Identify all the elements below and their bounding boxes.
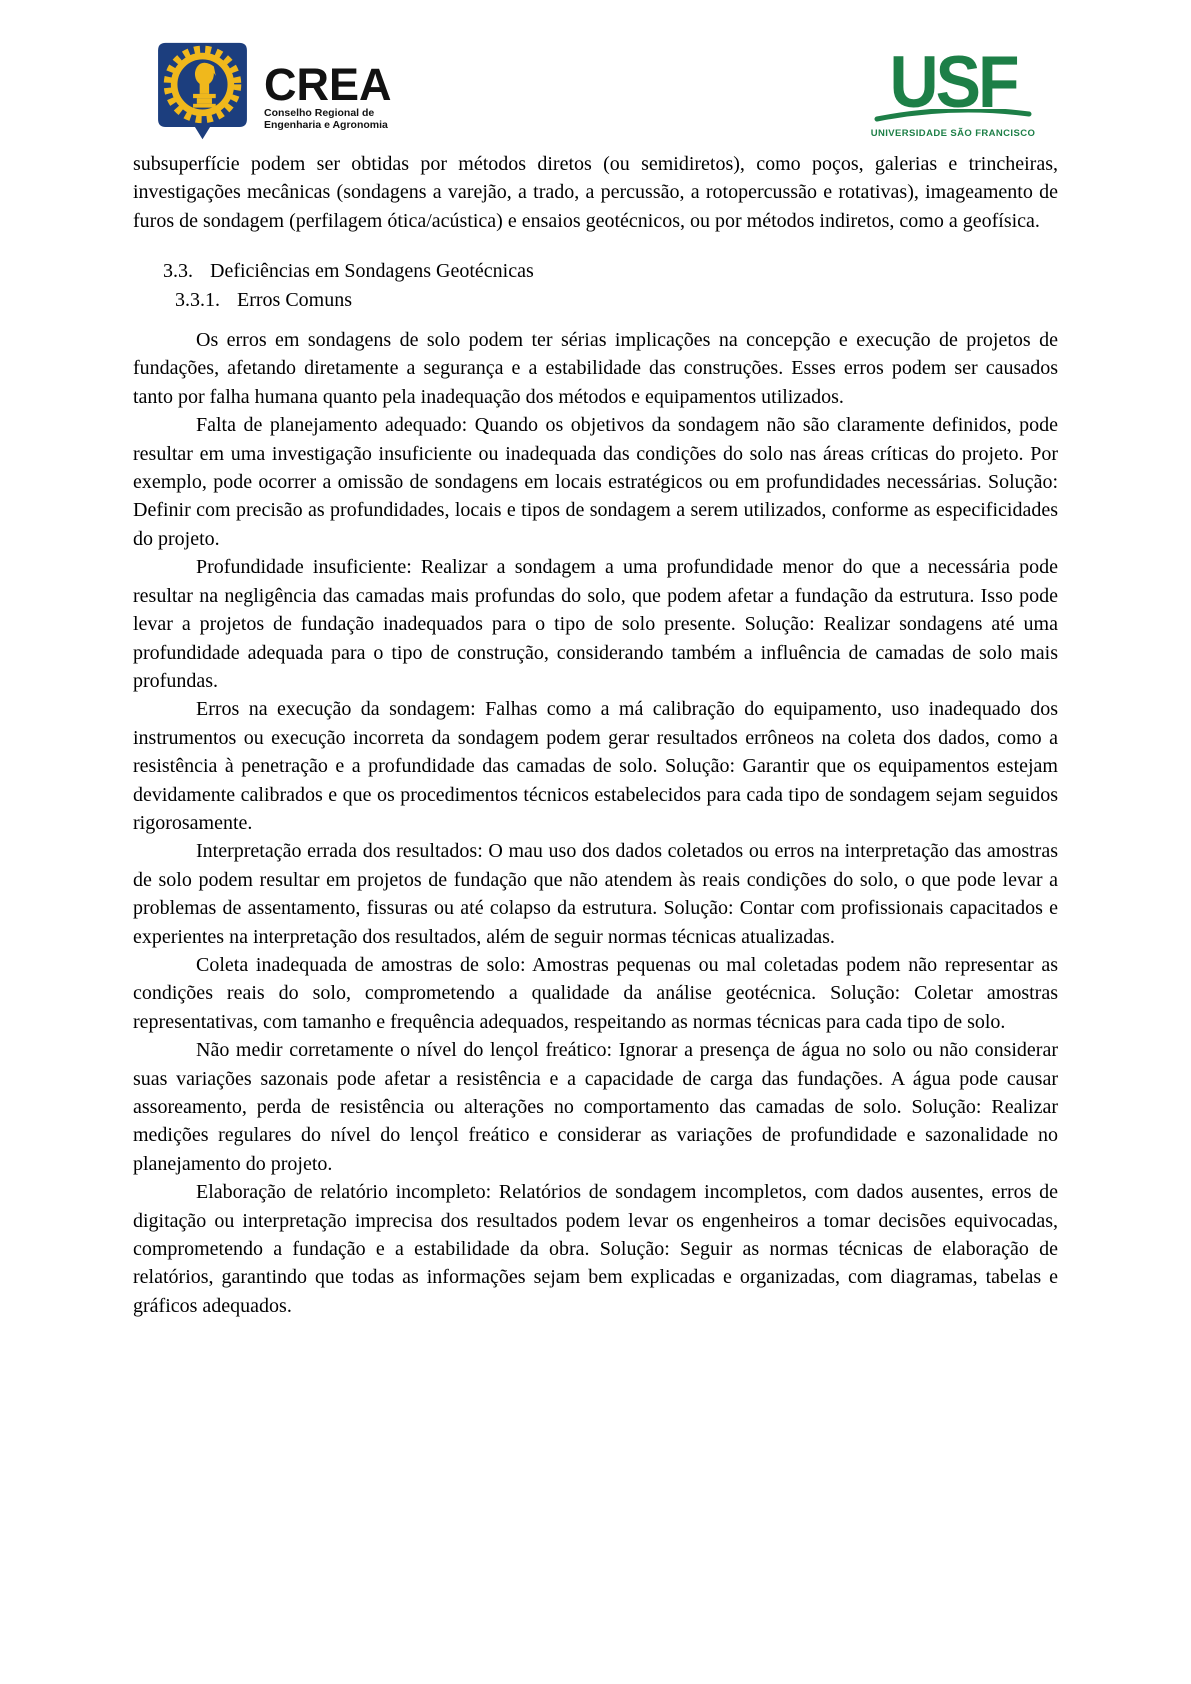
body-paragraph: Os erros em sondagens de solo podem ter sérias implicações na concepção e execução de projetos de fundações, afetando diretamente a segurança e a estabilidade das construções. Esses erros podem ser causados tanto por falha humana quanto pela inadequação dos métodos e equipamentos utilizados. — [133, 329, 1058, 408]
section-title: Deficiências em Sondagens Geotécnicas — [210, 260, 534, 283]
body-paragraph: Não medir corretamente o nível do lençol freático: Ignorar a presença de água no solo ou não considerar suas variações sazonais pode afetar a resistência e a capacidade de carga das fundações. A água pode causar assoreamento, perda de resistência ou alterações no comportamento das camadas de solo. Solução: Realizar medições regulares do nível do lençol freático e considerar as variações de profundidade e sazonalidade no planejamento do projeto. — [133, 1039, 1058, 1175]
usf-subtitle: UNIVERSIDADE SÃO FRANCISCO — [870, 127, 1036, 139]
crea-logo — [155, 40, 392, 149]
crea-subtitle-line2: Engenharia e Agronomia — [264, 119, 388, 132]
body-paragraph: Elaboração de relatório incompleto: Relatórios de sondagem incompletos, com dados ausentes, erros de digitação ou interpretação imprecisa dos resultados podem levar os engenheiros a tomar decisões equivocadas, comprometendo a fundação e a estabilidade da obra. Solução: Seguir as normas técnicas de elaboração de relatórios, garantindo que todas as informações sejam bem explicadas e organizadas, com diagramas, tabelas e gráficos adequados. — [133, 1181, 1058, 1317]
usf-acronym: USF — [889, 40, 1017, 124]
body-paragraph: Profundidade insuficiente: Realizar a sondagem a uma profundidade menor do que a necessária pode resultar na negligência das camadas mais profundas do solo, que podem afetar a fundação da estrutura. Isso pode levar a projetos de fundação inadequados para o tipo de solo presente. Solução: Realizar sondagens até uma profundidade adequada para o tipo de construção, considerando também a influência de camadas de solo mais profundas. — [133, 556, 1058, 692]
section-heading — [163, 257, 1058, 285]
crea-acronym: CREA — [264, 59, 392, 110]
section-number: 3.3. — [163, 260, 193, 283]
crea-logo-text — [264, 40, 392, 131]
body-paragraph: Erros na execução da sondagem: Falhas como a má calibração do equipamento, uso inadequado dos instrumentos ou execução incorreta da sondagem podem gerar resultados errôneos na coleta dos dados, como a resistência à penetração e a profundidade das camadas de solo. Solução: Garantir que os equipamentos estejam devidamente calibrados e que os procedimentos técnicos estabelecidos para cada tipo de sondagem sejam seguidos rigorosamente. — [133, 698, 1058, 834]
usf-logo — [868, 40, 1038, 139]
document-content — [133, 150, 1058, 1320]
subsection-number: 3.3.1. — [175, 288, 220, 311]
intro-paragraph: subsuperfície podem ser obtidas por métodos diretos (ou semidiretos), como poços, galerias e trincheiras, investigações mecânicas (sondagens a varejão, a trado, a percussão, a rotopercussão e rotativas), imageamento de furos de sondagem (perfilagem ótica/acústica) e ensaios geotécnicos, ou por métodos indiretos, como a geofísica. — [133, 153, 1058, 232]
crea-subtitle-line1: Conselho Regional de — [264, 107, 375, 119]
body-paragraph: Coleta inadequada de amostras de solo: Amostras pequenas ou mal coletadas podem não representar as condições reais do solo, comprometendo a qualidade da análise geotécnica. Solução: Coletar amostras representativas, com tamanho e frequência adequados, respeitando as normas técnicas para cada tipo de solo. — [133, 953, 1058, 1033]
body-paragraph: Interpretação errada dos resultados: O mau uso dos dados coletados ou erros na interpretação das amostras de solo podem resultar em projetos de fundação que não atendem às reais condições do solo, o que pode levar a problemas de assentamento, fissuras ou até colapso da estrutura. Solução: Contar com profissionais capacitados e experientes na interpretação dos resultados, além de seguir normas técnicas atualizadas. — [133, 840, 1058, 948]
subsection-heading — [175, 286, 1058, 314]
section-headings — [133, 257, 1058, 314]
crea-shield-icon — [155, 40, 250, 149]
body-paragraph: Falta de planejamento adequado: Quando os objetivos da sondagem não são claramente definidos, pode resultar em uma investigação insuficiente ou inadequada das condições do solo nas áreas críticas do projeto. Por exemplo, pode ocorrer a omissão de sondagens em locais estratégicos ou em profundidades necessárias. Solução: Definir com precisão as profundidades, locais e tipos de sondagem a serem utilizados, conforme as especificidades do projeto. — [133, 414, 1058, 550]
subsection-title: Erros Comuns — [237, 288, 352, 311]
